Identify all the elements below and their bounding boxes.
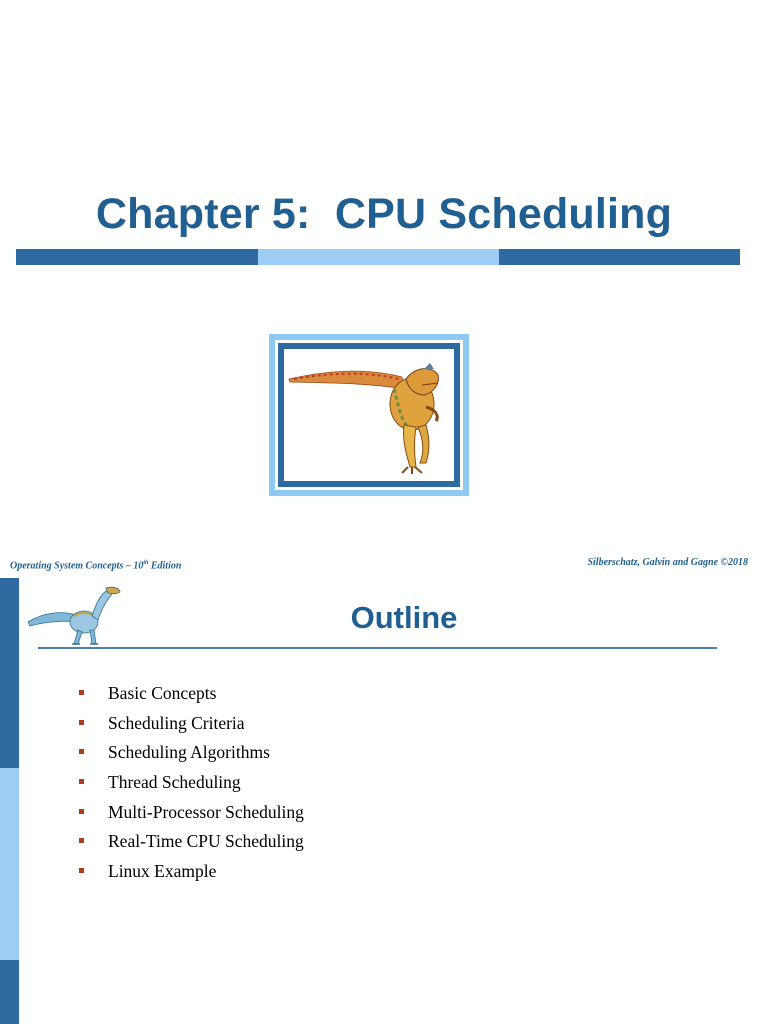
side-bar-middle <box>0 768 19 960</box>
footer-copyright: Silberschatz, Galvin and Gagne ©2018 <box>587 557 748 568</box>
outline-title: Outline <box>350 600 458 635</box>
bullet-icon <box>79 868 84 873</box>
chapter-title: Chapter 5: CPU Scheduling <box>95 190 673 238</box>
title-bar-left <box>16 249 258 265</box>
outline-slide: Outline Basic Concepts Scheduling Criteria Scheduling Algorithms Thread Scheduling Multi-Processor Scheduling Real-Time CPU Scheduling Linux Example <box>0 578 768 1024</box>
dinosaur-image-frame <box>269 334 469 496</box>
bullet-icon <box>79 809 84 814</box>
bullet-icon <box>79 690 84 695</box>
bullet-icon <box>79 749 84 754</box>
side-bar-bottom <box>0 960 19 1024</box>
bullet-icon <box>79 720 84 725</box>
title-underline <box>38 647 717 649</box>
title-bar-middle <box>258 249 499 265</box>
bullet-icon <box>79 838 84 843</box>
footer-book-title: Operating System Concepts – 10th Edition <box>10 560 182 572</box>
title-bar-right <box>499 249 740 265</box>
dinosaur-illustration <box>284 349 454 481</box>
bullet-icon <box>79 779 84 784</box>
